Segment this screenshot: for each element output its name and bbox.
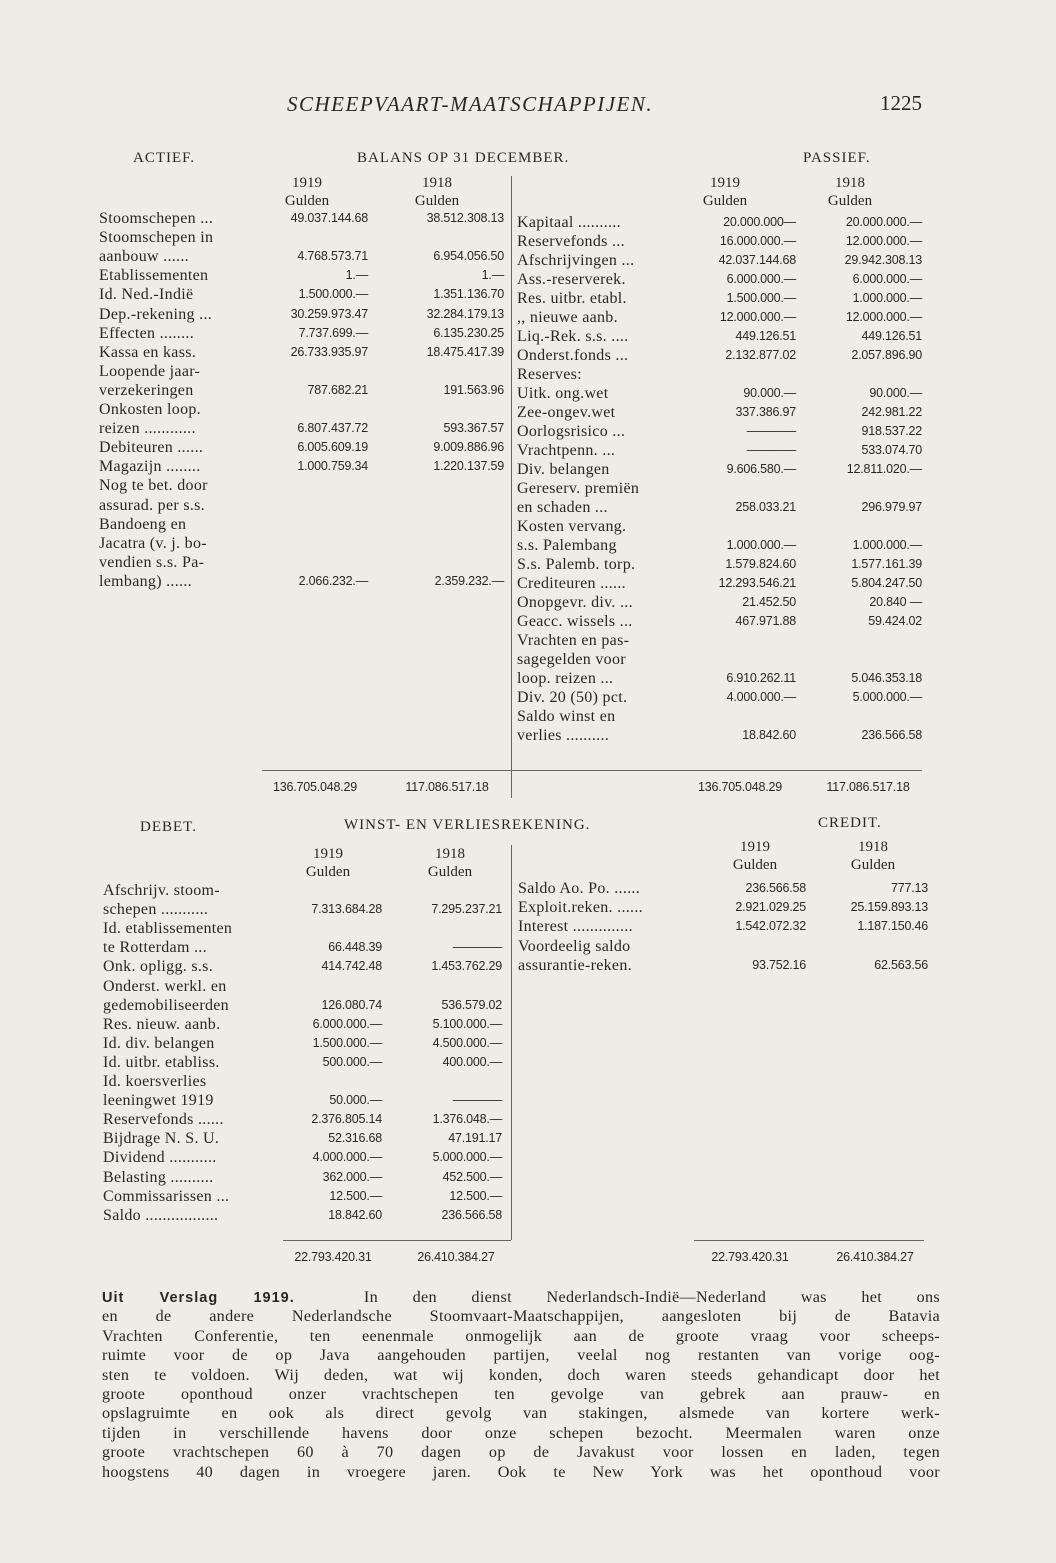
actief-row-value-1918: 18.475.417.39 — [426, 344, 504, 359]
actief-row-label: Loopende jaar- — [99, 362, 201, 380]
actief-row-value-1919: 26.733.935.97 — [290, 344, 368, 359]
passief-row-label: Res. uitbr. etabl. — [517, 290, 627, 307]
passief-row-value-1918: 12.000.000.— — [845, 310, 922, 324]
passief-row-value-1918: 1.577.161.39 — [851, 557, 922, 571]
report-heading: Uit Verslag 1919. — [102, 1290, 295, 1306]
actief-row-label: Jacatra (v. j. bo- — [99, 534, 207, 552]
credit-row-value-1918: 777.13 — [890, 881, 928, 895]
balance-divider — [511, 176, 512, 798]
actief-row-label: Bandoeng en — [99, 515, 187, 533]
passief-row-label: Gereserv. premiën — [517, 480, 640, 497]
credit-heading: CREDIT. — [818, 815, 882, 831]
actief-row-label: Etablissementen — [99, 267, 209, 285]
passief-row-value-1918: 236.566.58 — [861, 728, 922, 742]
actief-row-label: Debiteuren ...... — [99, 439, 204, 457]
actief-row-label: Id. Ned.-Indië — [99, 286, 194, 304]
debet-row-label: Belasting .......... — [103, 1168, 214, 1186]
debet-total-1918: 26.410.384.27 — [417, 1250, 495, 1264]
credit-row-label: Interest .............. — [518, 918, 633, 936]
passief-row-value-1919: 12.293.546.21 — [718, 576, 796, 590]
passief-row-value-1918: 12.811.020.— — [846, 462, 922, 476]
debet-row-value-1919: 6.000.000.— — [312, 1016, 382, 1031]
actief-row-label: Stoomschepen in — [99, 229, 214, 247]
debet-row-label: te Rotterdam ... — [103, 939, 207, 957]
debet-row-value-1918: 5.000.000.— — [432, 1150, 502, 1165]
actief-row-value-1918: 593.367.57 — [443, 421, 504, 436]
debet-row-label: schepen ........... — [103, 901, 209, 919]
passief-row-value-1918: 1.000.000.— — [852, 291, 922, 305]
passief-row-label: Uitk. ong.wet — [517, 385, 609, 402]
debet-row-value-1919: 18.842.60 — [328, 1207, 382, 1222]
passief-row-value-1918: 296.979.97 — [861, 500, 922, 514]
actief-row-label: lembang) ...... — [99, 572, 192, 590]
passief-col-1918: 1918 Gulden — [827, 175, 873, 209]
passief-row-value-1919: 1.500.000.— — [726, 291, 796, 305]
passief-row-value-1918: 449.126.51 — [861, 329, 922, 343]
passief-row-label: en schaden ... — [517, 499, 608, 516]
passief-row-label: S.s. Palemb. torp. — [517, 556, 636, 573]
actief-col-1919: 1919 Gulden — [284, 175, 330, 209]
actief-row-value-1918: 1.220.137.59 — [433, 459, 504, 474]
passief-row-value-1919: 1.579.824.60 — [725, 557, 796, 571]
debet-row-value-1919: 52.316.68 — [328, 1131, 382, 1146]
report-line: en de andere Nederlandsche Stoomvaart-Maatschappijen, aangesloten bij de Batavia — [102, 1307, 940, 1326]
actief-row-value-1919: 2.066.232.— — [298, 573, 368, 588]
debet-col-1919: 1919 Gulden — [305, 846, 351, 880]
passief-row-label: Onopgevr. div. ... — [517, 594, 633, 611]
passief-row-value-1919: 42.037.144.68 — [718, 253, 796, 267]
passief-total-rule — [512, 770, 922, 771]
debet-row-value-1918: 452.500.— — [442, 1169, 502, 1184]
passief-row-label: Afschrijvingen ... — [517, 252, 635, 269]
passief-row-value-1918: 90.000.— — [869, 386, 922, 400]
credit-row-label: Voordeelig saldo — [518, 937, 631, 955]
passief-row-value-1918: 918.537.22 — [861, 424, 922, 438]
debet-row-value-1918: 1.376.048.— — [432, 1112, 502, 1127]
debet-col-1918: 1918 Gulden — [427, 846, 473, 880]
credit-row-value-1918: 62.563.56 — [874, 957, 928, 972]
actief-row-value-1918: 1.351.136.70 — [433, 287, 504, 302]
passief-row-value-1919: 18.842.60 — [742, 728, 796, 742]
report-line: Vrachten Conferentie, ten eenenmale onmogelijk aan de groote vraag voor scheeps- — [102, 1326, 940, 1345]
actief-total-1918: 117.086.517.18 — [405, 780, 489, 794]
credit-row-value-1919: 93.752.16 — [752, 957, 806, 972]
report-line: hoogstens 40 dagen in vroegere jaren. Ook te New York was het oponthoud voor — [102, 1462, 940, 1481]
passief-row-value-1918: 2.057.896.90 — [851, 348, 922, 362]
actief-row-value-1918: 1.— — [481, 268, 504, 283]
debet-row-value-1918: 5.100.000.— — [432, 1016, 502, 1031]
passief-col-1919: 1919 Gulden — [702, 175, 748, 209]
passief-row-label: Reserves: — [517, 366, 582, 383]
actief-total-1919: 136.705.048.29 — [272, 780, 358, 794]
passief-row-value-1919: 4.000.000.— — [726, 690, 796, 704]
report-line: Uit Verslag 1919. In den dienst Nederlandsch-Indië—Nederland was het ons — [102, 1288, 940, 1306]
actief-row-label: aanbouw ...... — [99, 248, 189, 266]
passief-row-value-1919: 12.000.000.— — [719, 310, 796, 324]
actief-row-label: Dep.-rekening ... — [99, 305, 213, 323]
passief-row-value-1919: 337.386.97 — [735, 405, 796, 419]
passief-row-value-1919: 90.000.— — [743, 386, 796, 400]
actief-row-value-1919: 49.037.144.68 — [290, 211, 368, 225]
passief-row-value-1919: 449.126.51 — [735, 329, 796, 343]
passief-row-label: s.s. Palembang — [517, 537, 617, 554]
credit-row-label: Saldo Ao. Po. ...... — [518, 880, 641, 897]
passief-row-label: Reservefonds ... — [517, 233, 625, 250]
passief-row-label: loop. reizen ... — [517, 670, 614, 687]
credit-total-1918: 26.410.384.27 — [836, 1250, 914, 1264]
actief-row-label: verzekeringen — [99, 381, 194, 399]
actief-row-value-1918: 32.284.179.13 — [426, 306, 504, 321]
debet-row-label: Id. uitbr. etabliss. — [103, 1053, 220, 1071]
debet-row-label: leeningwet 1919 — [103, 1092, 214, 1110]
actief-row-label: vendien s.s. Pa- — [99, 553, 205, 571]
actief-heading: ACTIEF. — [133, 150, 196, 166]
actief-row-value-1919: 1.— — [345, 268, 368, 283]
debet-row-label: Onk. opligg. s.s. — [103, 958, 213, 976]
debet-row-value-1918: 400.000.— — [442, 1054, 502, 1069]
actief-row-label: assurad. per s.s. — [99, 496, 205, 514]
actief-row-label: reizen ............ — [99, 420, 196, 438]
pl-heading: WINST- EN VERLIESREKENING. — [344, 817, 591, 833]
passief-row-value-1919: 20.000.000— — [723, 215, 796, 229]
passief-row-value-1919: 21.452.50 — [742, 595, 796, 609]
debet-row-value-1918: 4.500.000.— — [432, 1035, 502, 1050]
actief-row-value-1919: 1.000.759.34 — [297, 459, 368, 474]
actief-col-1918: 1918 Gulden — [414, 175, 460, 209]
credit-col-1919: 1919 Gulden — [732, 839, 778, 873]
credit-row-label: assurantie-reken. — [518, 956, 632, 974]
credit-row-value-1919: 2.921.029.25 — [735, 900, 806, 915]
actief-total-rule — [262, 770, 512, 771]
actief-row-value-1919: 1.500.000.— — [298, 287, 368, 302]
credit-row-value-1918: 25.159.893.13 — [850, 900, 928, 915]
passief-row-label: ,, nieuwe aanb. — [517, 309, 618, 326]
actief-row-value-1919: 7.737.699.— — [298, 325, 368, 340]
passief-row-label: Onderst.fonds ... — [517, 347, 629, 364]
passief-row-value-1918: 6.000.000.— — [852, 272, 922, 286]
debet-heading: DEBET. — [140, 819, 197, 835]
passief-row-value-1919: 258.033.21 — [735, 500, 796, 514]
passief-row-value-1918: 242.981.22 — [861, 405, 922, 419]
debet-row-value-1919: 1.500.000.— — [312, 1035, 382, 1050]
actief-row-value-1919: 787.682.21 — [307, 382, 368, 397]
credit-row-label: Exploit.reken. ...... — [518, 899, 643, 917]
debet-row-label: Bijdrage N. S. U. — [103, 1130, 220, 1148]
passief-total-1918: 117.086.517.18 — [826, 780, 910, 794]
passief-row-value-1919: 6.000.000.— — [726, 272, 796, 286]
passief-row-value-1918: 20.840 — — [869, 595, 922, 609]
passief-row-label: Crediteuren ...... — [517, 575, 626, 592]
passief-row-label: Saldo winst en — [517, 708, 616, 725]
debet-row-value-1919: 7.313.684.28 — [311, 902, 382, 917]
debet-row-value-1919: 2.376.805.14 — [311, 1112, 382, 1127]
debet-row-value-1918: ———— — [452, 940, 502, 955]
passief-row-value-1919: 2.132.877.02 — [725, 348, 796, 362]
credit-row-value-1919: 236.566.58 — [745, 881, 806, 895]
actief-row-value-1918: 2.359.232.— — [434, 573, 504, 588]
passief-row-value-1919: 16.000.000.— — [719, 234, 796, 248]
passief-row-label: Zee-ongev.wet — [517, 404, 616, 421]
report-line: sten te voldoen. Wij deden, wat wij konden, doch waren steeds gehandicapt door het — [102, 1365, 940, 1384]
page-number: 1225 — [880, 91, 922, 115]
passief-row-label: verlies .......... — [517, 727, 610, 744]
debet-row-label: Dividend ........... — [103, 1149, 217, 1167]
report-line: ruimte voor de op Java aangehouden partijen, veelal nog restanten van vorige oog- — [102, 1346, 940, 1365]
debet-row-value-1918: 536.579.02 — [441, 997, 502, 1012]
credit-col-1918: 1918 Gulden — [850, 839, 896, 873]
balance-heading: BALANS OP 31 DECEMBER. — [357, 150, 570, 166]
debet-row-value-1918: 12.500.— — [449, 1188, 502, 1203]
actief-row-value-1918: 9.009.886.96 — [433, 440, 504, 455]
debet-row-label: Id. koersverlies — [103, 1073, 207, 1090]
running-header-title: SCHEEPVAART-MAATSCHAPPIJEN. — [287, 92, 654, 116]
passief-total-1919: 136.705.048.29 — [697, 780, 783, 794]
report-paragraph — [102, 1288, 940, 1482]
report-line: groote vrachtschepen 60 à 70 dagen op de Javakust voor lossen en laden, tegen — [102, 1443, 940, 1462]
debet-total-1919: 22.793.420.31 — [294, 1250, 372, 1264]
passief-row-value-1918: 5.046.353.18 — [851, 671, 922, 685]
debet-row-value-1919: 414.742.48 — [321, 959, 382, 974]
passief-row-value-1919: ———— — [746, 443, 796, 457]
debet-row-value-1918: 47.191.17 — [448, 1131, 502, 1146]
actief-row-value-1919: 6.005.609.19 — [297, 440, 368, 455]
actief-row-label: Effecten ........ — [99, 324, 194, 342]
passief-row-value-1919: 9.606.580.— — [726, 462, 796, 476]
report-line: tijden in verschillende havens door onze schepen bezocht. Meermalen waren onze — [102, 1423, 940, 1442]
passief-row-value-1918: 5.804.247.50 — [851, 576, 922, 590]
passief-row-value-1918: 533.074.70 — [861, 443, 922, 457]
debet-row-label: Onderst. werkl. en — [103, 977, 227, 995]
actief-row-label: Nog te bet. door — [99, 477, 208, 495]
passief-row-label: Vrachtpenn. ... — [517, 442, 616, 459]
debet-row-label: Afschrijv. stoom- — [103, 882, 220, 899]
actief-row-value-1918: 38.512.308.13 — [426, 211, 504, 225]
actief-row-label: Onkosten loop. — [99, 401, 201, 418]
debet-row-value-1919: 50.000.— — [329, 1093, 382, 1108]
debet-row-label: Id. div. belangen — [103, 1034, 215, 1052]
passief-row-label: Kapitaal .......... — [517, 214, 621, 231]
actief-row-label: Stoomschepen ... — [99, 210, 214, 227]
report-line: opslagruimte en ook als direct gevolg van stakingen, alsmede van kortere werk- — [102, 1404, 940, 1423]
passief-row-value-1918: 20.000.000.— — [845, 215, 922, 229]
actief-row-label: Kassa en kass. — [99, 343, 197, 361]
pl-divider — [511, 845, 512, 1240]
passief-row-label: Div. belangen — [517, 461, 610, 478]
passief-row-value-1919: 1.000.000.— — [726, 538, 796, 552]
debet-row-value-1919: 126.080.74 — [321, 997, 382, 1012]
passief-row-label: Oorlogsrisico ... — [517, 423, 626, 440]
debet-row-label: Id. etablissementen — [103, 920, 233, 938]
debet-total-rule — [283, 1240, 511, 1241]
passief-row-value-1918: 5.000.000.— — [852, 690, 922, 704]
passief-row-value-1919: ———— — [746, 424, 796, 438]
passief-row-label: Vrachten en pas- — [517, 632, 630, 649]
passief-row-label: Kosten vervang. — [517, 518, 627, 535]
debet-row-label: Res. nieuw. aanb. — [103, 1015, 221, 1033]
actief-row-value-1919: 6.807.437.72 — [297, 421, 368, 436]
debet-row-label: gedemobiliseerden — [103, 996, 229, 1014]
passief-row-label: Liq.-Rek. s.s. .... — [517, 328, 629, 345]
debet-row-value-1918: 1.453.762.29 — [431, 959, 502, 974]
debet-row-value-1919: 4.000.000.— — [312, 1150, 382, 1165]
debet-row-label: Saldo ................. — [103, 1206, 219, 1224]
passief-row-value-1919: 467.971.88 — [735, 614, 796, 628]
actief-row-value-1918: 6.135.230.25 — [433, 325, 504, 340]
passief-row-label: sagegelden voor — [517, 651, 626, 668]
passief-row-value-1919: 6.910.262.11 — [726, 671, 796, 685]
debet-row-value-1919: 12.500.— — [329, 1188, 382, 1203]
debet-row-label: Commissarissen ... — [103, 1187, 230, 1205]
actief-row-value-1919: 4.768.573.71 — [297, 249, 368, 264]
passief-row-value-1918: 12.000.000.— — [845, 234, 922, 248]
debet-row-value-1918: 7.295.237.21 — [431, 902, 502, 917]
debet-row-value-1919: 500.000.— — [322, 1054, 382, 1069]
actief-row-label: Magazijn ........ — [99, 458, 201, 476]
passief-row-label: Ass.-reserverek. — [517, 271, 626, 288]
passief-row-label: Geacc. wissels ... — [517, 613, 633, 630]
report-line: groote oponthoud onzer vrachtschepen ten gevolge van gebrek aan prauw- en — [102, 1384, 940, 1403]
credit-row-value-1919: 1.542.072.32 — [735, 919, 806, 934]
debet-row-label: Reservefonds ...... — [103, 1111, 224, 1129]
passief-row-value-1918: 29.942.308.13 — [844, 253, 922, 267]
actief-row-value-1919: 30.259.973.47 — [290, 306, 368, 321]
debet-row-value-1918: ———— — [452, 1093, 502, 1108]
debet-row-value-1919: 66.448.39 — [328, 940, 382, 955]
passief-heading: PASSIEF. — [803, 150, 871, 166]
debet-row-value-1918: 236.566.58 — [441, 1207, 502, 1222]
passief-row-label: Div. 20 (50) pct. — [517, 689, 628, 706]
passief-row-value-1918: 1.000.000.— — [852, 538, 922, 552]
debet-row-value-1919: 362.000.— — [322, 1169, 382, 1184]
credit-total-rule — [694, 1240, 924, 1241]
credit-total-1919: 22.793.420.31 — [711, 1250, 789, 1264]
actief-row-value-1918: 6.954.056.50 — [433, 249, 504, 264]
credit-row-value-1918: 1.187.150.46 — [857, 919, 928, 934]
passief-row-value-1918: 59.424.02 — [868, 614, 922, 628]
actief-row-value-1918: 191.563.96 — [443, 382, 504, 397]
